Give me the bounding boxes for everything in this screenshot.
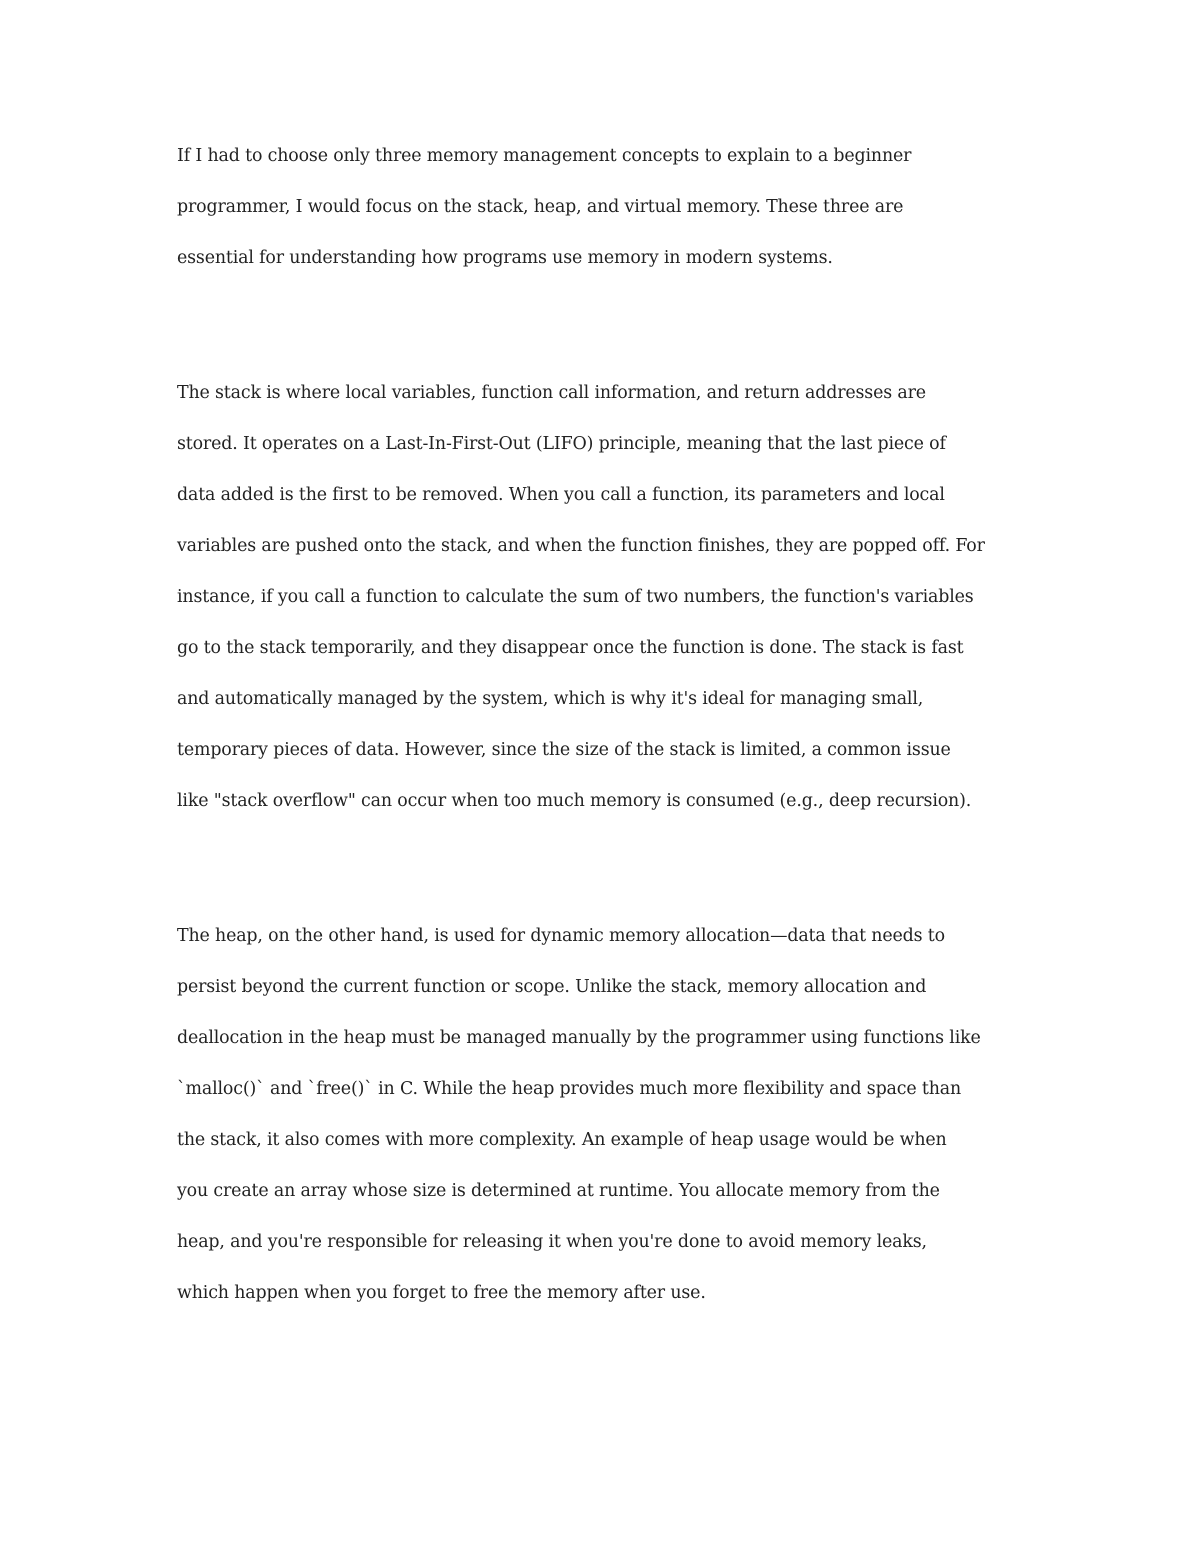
paragraph-line: The stack is where local variables, function call information, and return addresses are (177, 383, 926, 403)
paragraph-line: If I had to choose only three memory management concepts to explain to a beginner (177, 146, 912, 166)
document-body (177, 137, 1037, 1325)
paragraph-line: data added is the first to be removed. When you call a function, its parameters and local (177, 485, 945, 505)
paragraph-line: programmer, I would focus on the stack, heap, and virtual memory. These three are (177, 197, 904, 217)
paragraph-line: and automatically managed by the system, which is why it's ideal for managing small, (177, 689, 924, 709)
paragraph-gap (177, 833, 1037, 917)
paragraph-line: The heap, on the other hand, is used for dynamic memory allocation—data that needs to (177, 926, 945, 946)
paragraph-line: persist beyond the current function or scope. Unlike the stack, memory allocation and (177, 977, 927, 997)
paragraph-line: essential for understanding how programs use memory in modern systems. (177, 248, 833, 268)
paragraph-line: stored. It operates on a Last-In-First-Out (LIFO) principle, meaning that the last piece of (177, 434, 946, 454)
paragraph-line: instance, if you call a function to calculate the sum of two numbers, the function's variables (177, 587, 974, 607)
paragraph-line: you create an array whose size is determined at runtime. You allocate memory from the (177, 1181, 940, 1201)
paragraph-heap (177, 917, 1037, 1325)
paragraph-line: which happen when you forget to free the memory after use. (177, 1283, 706, 1303)
paragraph-intro (177, 137, 1037, 290)
paragraph-stack (177, 374, 1037, 833)
paragraph-line: deallocation in the heap must be managed manually by the programmer using functions like (177, 1028, 981, 1048)
paragraph-line: variables are pushed onto the stack, and when the function finishes, they are popped off. For (177, 536, 985, 556)
paragraph-line: like "stack overflow" can occur when too much memory is consumed (e.g., deep recursion). (177, 791, 972, 811)
paragraph-line: the stack, it also comes with more complexity. An example of heap usage would be when (177, 1130, 947, 1150)
paragraph-line: `malloc()` and `free()` in C. While the heap provides much more flexibility and space than (177, 1079, 962, 1099)
paragraph-gap (177, 290, 1037, 374)
paragraph-line: heap, and you're responsible for releasing it when you're done to avoid memory leaks, (177, 1232, 927, 1252)
paragraph-line: temporary pieces of data. However, since the size of the stack is limited, a common issue (177, 740, 951, 760)
paragraph-line: go to the stack temporarily, and they disappear once the function is done. The stack is fast (177, 638, 964, 658)
